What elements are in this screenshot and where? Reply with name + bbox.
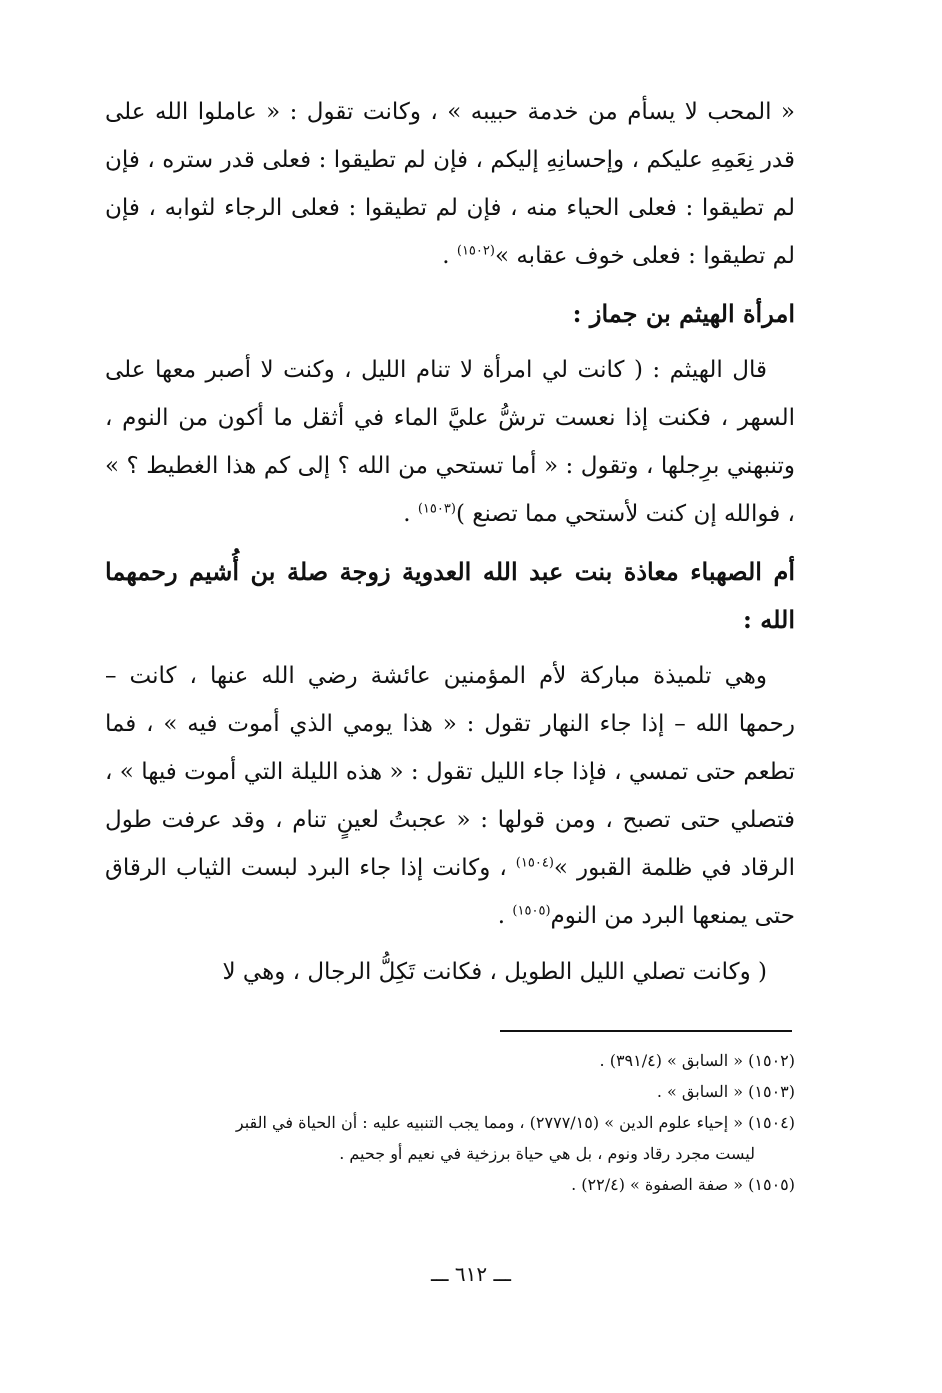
paragraph-3 bbox=[105, 652, 795, 940]
paragraph-2 bbox=[105, 346, 795, 538]
footnote-1502: (١٥٠٢) « السابق » (٣٩١/٤) . bbox=[599, 1051, 795, 1070]
footnote-1505: (١٥٠٥) « صفة الصفوة » (٢٢/٤) . bbox=[571, 1175, 795, 1194]
paragraph-2-text: قال الهيثم : ( كانت لي امرأة لا تنام الليل ، وكنت لا أصبر معها على السهر ، فكنت إذا نعست ترشُّ عليَّ الماء في أثقل ما أكون من النوم ، وتنبهني برِجلها ، وتقول : « أما تستحي من الله ؟ إلى كم هذا الغطيط ؟ » ، فوالله إن كنت لأستحي مما تصنع ) bbox=[105, 357, 795, 527]
footnote-ref-1505: (١٥٠٥) bbox=[512, 903, 551, 919]
paragraph-2-end: . bbox=[403, 501, 418, 527]
footnote-separator bbox=[500, 1030, 792, 1032]
footnote-ref-1503: (١٥٠٣) bbox=[417, 501, 456, 517]
footnotes bbox=[105, 1045, 795, 1200]
paragraph-1-text: « المحب لا يسأم من خدمة حبيبه » ، وكانت تقول : « عاملوا الله على قدر نِعَمِهِ عليكم ، وإحسانِهِ إليكم ، فإن لم تطيقوا : فعلى قدر ستره ، فإن لم تطيقوا : فعلى الحياء منه ، فإن لم تطيقوا : فعلى الرجاء لثوابه ، فإن لم تطيقوا : فعلى خوف عقابه » bbox=[105, 99, 795, 269]
paragraph-3-mid: ، وكانت إذا جاء البرد لبست الثياب الرقاق حتى يمنعها البرد من النوم bbox=[105, 855, 795, 929]
paragraph-3-end: . bbox=[497, 903, 513, 929]
main-text bbox=[105, 88, 795, 996]
footnote-ref-1502: (١٥٠٢) bbox=[456, 243, 495, 259]
section-heading-haytham-wife: امرأة الهيثم بن جماز : bbox=[572, 299, 795, 328]
spacer bbox=[105, 940, 795, 948]
section-heading-umm-al-sahbaa: أم الصهباء معاذة بنت عبد الله العدوية زوجة صلة بن أُشيم رحمهما الله : bbox=[105, 557, 795, 634]
paragraph-3-text: وهي تلميذة مباركة لأم المؤمنين عائشة رضي الله عنها ، كانت – رحمها الله – إذا جاء النهار تقول : « هذا يومي الذي أموت فيه » ، فما تطعم حتى تمسي ، فإذا جاء الليل تقول : « هذه الليلة التي أموت فيها » ، فتصلي حتى تصبح ، ومن قولها : « عجبتُ لعينٍ تنام ، وقد عرفت طول الرقاد في ظلمة القبور » bbox=[105, 663, 795, 881]
page-number: ـــ ٦١٢ ـــ bbox=[430, 1262, 512, 1286]
footnote-1504-continuation: ليست مجرد رقاد ونوم ، بل هي حياة برزخية في نعيم أو جحيم . bbox=[339, 1144, 755, 1163]
footnote-1504: (١٥٠٤) « إحياء علوم الدين » (٢٧٧٧/١٥) ، ومما يجب التنبيه عليه : أن الحياة في القبر bbox=[235, 1113, 795, 1132]
footnote-1503: (١٥٠٣) « السابق » . bbox=[656, 1082, 795, 1101]
paragraph-1 bbox=[105, 88, 795, 280]
paragraph-4: ( وكانت تصلي الليل الطويل ، فكانت تَكِلُّ الرجال ، وهي لا bbox=[222, 959, 767, 985]
paragraph-1-end: . bbox=[442, 243, 457, 269]
footnote-ref-1504: (١٥٠٤) bbox=[515, 855, 554, 871]
